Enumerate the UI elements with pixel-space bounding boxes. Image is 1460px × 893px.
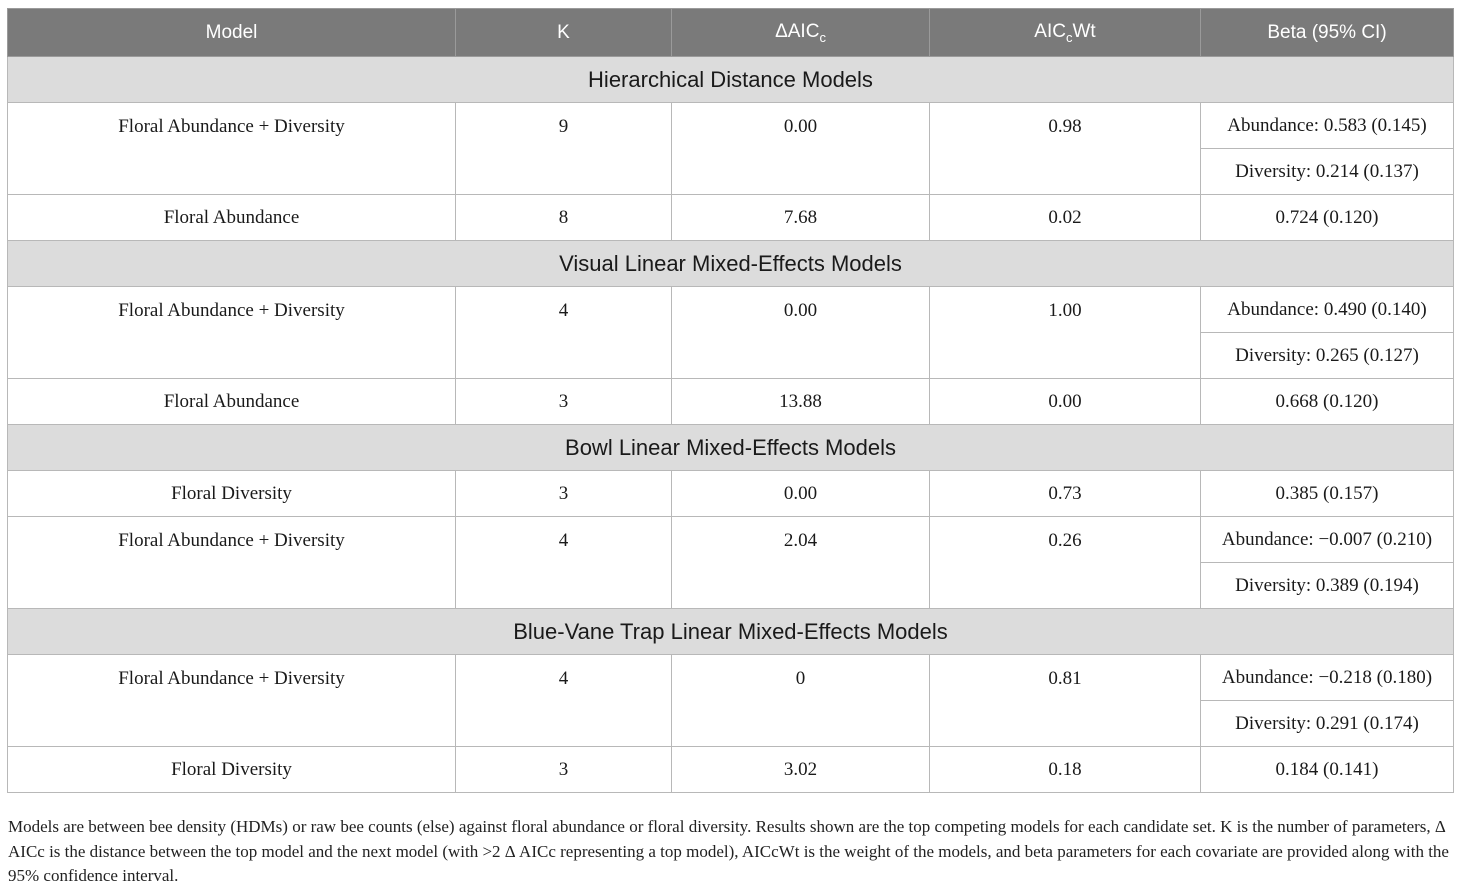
model-cell: Floral Abundance + Diversity xyxy=(8,517,456,609)
k-cell: 4 xyxy=(456,287,672,379)
aicc-weight-cell: 0.00 xyxy=(930,379,1201,425)
col-k-header: K xyxy=(456,9,672,57)
beta-cell: 0.385 (0.157) xyxy=(1201,471,1454,517)
table-row xyxy=(8,471,1454,517)
beta-cell: Diversity: 0.389 (0.194) xyxy=(1201,563,1454,609)
aicc-weight-cell: 0.02 xyxy=(930,195,1201,241)
delta-aicc-cell: 2.04 xyxy=(672,517,930,609)
section-header-row xyxy=(8,609,1454,655)
table-row xyxy=(8,103,1454,149)
delta-aicc-cell: 7.68 xyxy=(672,195,930,241)
k-cell: 8 xyxy=(456,195,672,241)
model-cell: Floral Abundance + Diversity xyxy=(8,655,456,747)
beta-cell: Diversity: 0.291 (0.174) xyxy=(1201,701,1454,747)
section-header-row xyxy=(8,57,1454,103)
k-cell: 4 xyxy=(456,517,672,609)
k-cell: 3 xyxy=(456,747,672,793)
beta-cell: Abundance: 0.490 (0.140) xyxy=(1201,287,1454,333)
delta-aicc-cell: 0 xyxy=(672,655,930,747)
beta-cell: Abundance: −0.218 (0.180) xyxy=(1201,655,1454,701)
table-row xyxy=(8,517,1454,563)
beta-cell: Diversity: 0.214 (0.137) xyxy=(1201,149,1454,195)
delta-aicc-cell: 3.02 xyxy=(672,747,930,793)
weight-label: Wt xyxy=(1072,20,1096,42)
model-cell: Floral Diversity xyxy=(8,747,456,793)
section-title: Blue-Vane Trap Linear Mixed-Effects Models xyxy=(8,609,1454,655)
delta-aicc-cell: 0.00 xyxy=(672,103,930,195)
table-row xyxy=(8,379,1454,425)
aicc-weight-cell: 1.00 xyxy=(930,287,1201,379)
model-cell: Floral Abundance xyxy=(8,379,456,425)
table-footnote: Models are between bee density (HDMs) or raw bee counts (else) against floral abundance or floral diversity. Results shown are the top competing models for each candidate set. K is the number of parameters, Δ AICc is the distance between the top model and the next model (with >2 Δ AICc representing a top model), AICcWt is the weight of the models, and beta parameters for each covariate are provided along with the 95% confidence interval. xyxy=(8,817,1449,885)
beta-cell: 0.668 (0.120) xyxy=(1201,379,1454,425)
beta-cell: Diversity: 0.265 (0.127) xyxy=(1201,333,1454,379)
delta-aicc-cell: 0.00 xyxy=(672,471,930,517)
col-delta-aicc-header xyxy=(672,9,930,57)
table-body xyxy=(8,57,1454,793)
aicc-weight-cell: 0.81 xyxy=(930,655,1201,747)
aicc-weight-cell: 0.98 xyxy=(930,103,1201,195)
aicc-weight-cell: 0.73 xyxy=(930,471,1201,517)
delta-aicc-subscript: c xyxy=(819,29,826,45)
table-row xyxy=(8,195,1454,241)
header-row xyxy=(8,9,1454,57)
k-cell: 3 xyxy=(456,471,672,517)
delta-aicc-cell: 13.88 xyxy=(672,379,930,425)
k-cell: 9 xyxy=(456,103,672,195)
aicc-weight-cell: 0.18 xyxy=(930,747,1201,793)
beta-cell: 0.724 (0.120) xyxy=(1201,195,1454,241)
aicc-weight-cell: 0.26 xyxy=(930,517,1201,609)
k-cell: 4 xyxy=(456,655,672,747)
model-cell: Floral Abundance xyxy=(8,195,456,241)
section-title: Visual Linear Mixed-Effects Models xyxy=(8,241,1454,287)
beta-cell: Abundance: −0.007 (0.210) xyxy=(1201,517,1454,563)
aicc-label: AIC xyxy=(1034,20,1066,42)
k-cell: 3 xyxy=(456,379,672,425)
col-aicc-weight-header xyxy=(930,9,1201,57)
col-model-header: Model xyxy=(8,9,456,57)
beta-cell: 0.184 (0.141) xyxy=(1201,747,1454,793)
table-row xyxy=(8,287,1454,333)
col-beta-header: Beta (95% CI) xyxy=(1201,9,1454,57)
delta-aicc-label: ΔAIC xyxy=(775,20,820,42)
model-cell: Floral Abundance + Diversity xyxy=(8,287,456,379)
delta-aicc-cell: 0.00 xyxy=(672,287,930,379)
model-cell: Floral Diversity xyxy=(8,471,456,517)
table-row xyxy=(8,655,1454,701)
results-table xyxy=(7,8,1454,793)
model-cell: Floral Abundance + Diversity xyxy=(8,103,456,195)
aicc-subscript: c xyxy=(1065,29,1073,45)
section-title: Bowl Linear Mixed-Effects Models xyxy=(8,425,1454,471)
section-header-row xyxy=(8,425,1454,471)
table-row xyxy=(8,747,1454,793)
beta-cell: Abundance: 0.583 (0.145) xyxy=(1201,103,1454,149)
section-header-row xyxy=(8,241,1454,287)
section-title: Hierarchical Distance Models xyxy=(8,57,1454,103)
